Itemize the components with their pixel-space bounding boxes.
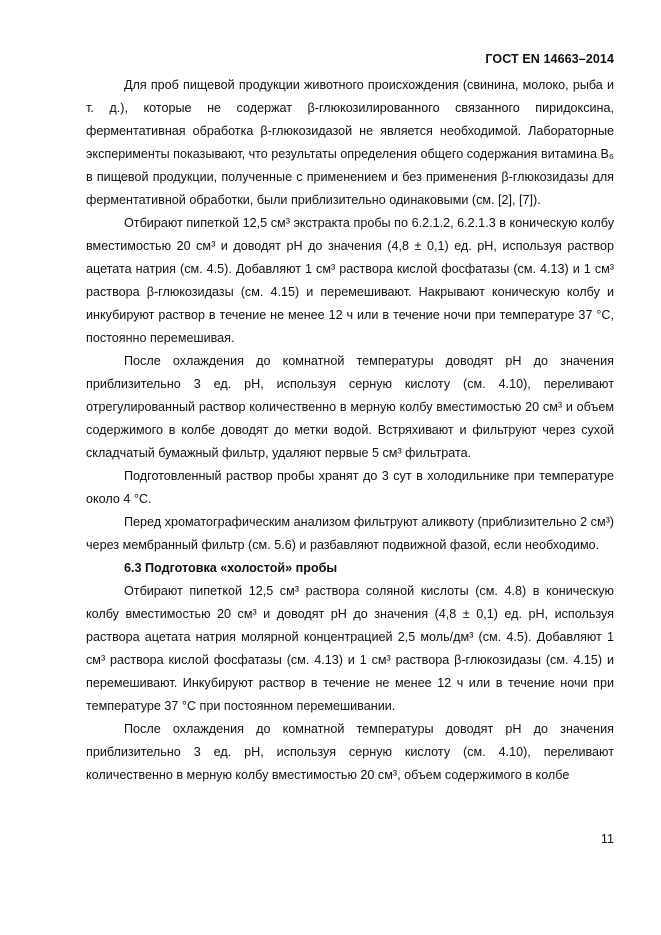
document-body [86,74,614,787]
paragraph-cooling-filtration: После охлаждения до комнатной температуры доводят pH до значения приблизительно 3 ед. pH, используя серную кислоту (см. 4.10), переливают отрегулированный раствор количественно в мерную колбу вместимостью 20 см³ и объем содержимого в колбе доводят до метки водой. Встряхивают и фильтруют через сухой складчатый бумажный фильтр, удаляют первые 5 см³ фильтрата. [86,354,614,460]
page-number: 11 [600,832,614,846]
paragraph-blank-pipetting: Отбирают пипеткой 12,5 см³ раствора соляной кислоты (см. 4.8) в коническую колбу вместимостью 20 см³ и доводят pH до значения (4,8 ± 0,1) ед. pH, используя раствора ацетата натрия молярной концентрацией 2,5 моль/дм³ (см. 4.5). Добавляют 1 см³ раствора кислой фосфатазы (см. 4.13) и 1 см³ раствора β-глюкозидазы (см. 4.15) и перемешивают. Инкубируют раствор в течение не менее 12 ч или в течение ночи при температуре 37 °С при постоянном перемешивании. [86,584,614,713]
paragraph-storage: Подготовленный раствор пробы хранят до 3 сут в холодильнике при температуре около 4 °С. [86,469,614,506]
section-heading-blank-sample: 6.3 Подготовка «холостой» пробы [124,561,338,575]
standard-header: ГОСТ EN 14663–2014 [485,52,614,66]
paragraph-blank-cooling: После охлаждения до комнатной температуры доводят pH до значения приблизительно 3 ед. pH, используя серную кислоту (см. 4.10), переливают количественно в мерную колбу вместимостью 20 см³, объем содержимого в колбе [86,722,614,782]
paragraph-extract-pipetting: Отбирают пипеткой 12,5 см³ экстракта пробы по 6.2.1.2, 6.2.1.3 в коническую колбу вместимостью 20 см³ и доводят pH до значения (4,8 ± 0,1) ед. pH, используя раствор ацетата натрия (см. 4.5). Добавляют 1 см³ раствора кислой фосфатазы (см. 4.13) и 1 см³ раствора β-глюкозидазы (см. 4.15) и перемешивают. Накрывают коническую колбу и инкубируют раствор в течение не менее 12 ч или в течение ночи при температуре 37 °С, постоянно перемешивая. [86,216,614,345]
paragraph-vitamin-b6-note: Для проб пищевой продукции животного происхождения (свинина, молоко, рыба и т. д.), которые не содержат β-глюкозилированного связанного пиридоксина, ферментативная обработка β-глюкозидазой не является необходимой. Лабораторные эксперименты показывают, что результаты определения общего содержания витамина B₆ в пищевой продукции, полученные с применением и без применения β-глюкозидазы для ферментативной обработки, были приблизительно одинаковыми (см. [2], [7]). [86,78,614,207]
paragraph-chromatography-prep: Перед хроматографическим анализом фильтруют аликвоту (приблизительно 2 см³) через мембранный фильтр (см. 5.6) и разбавляют подвижной фазой, если необходимо. [86,515,614,552]
